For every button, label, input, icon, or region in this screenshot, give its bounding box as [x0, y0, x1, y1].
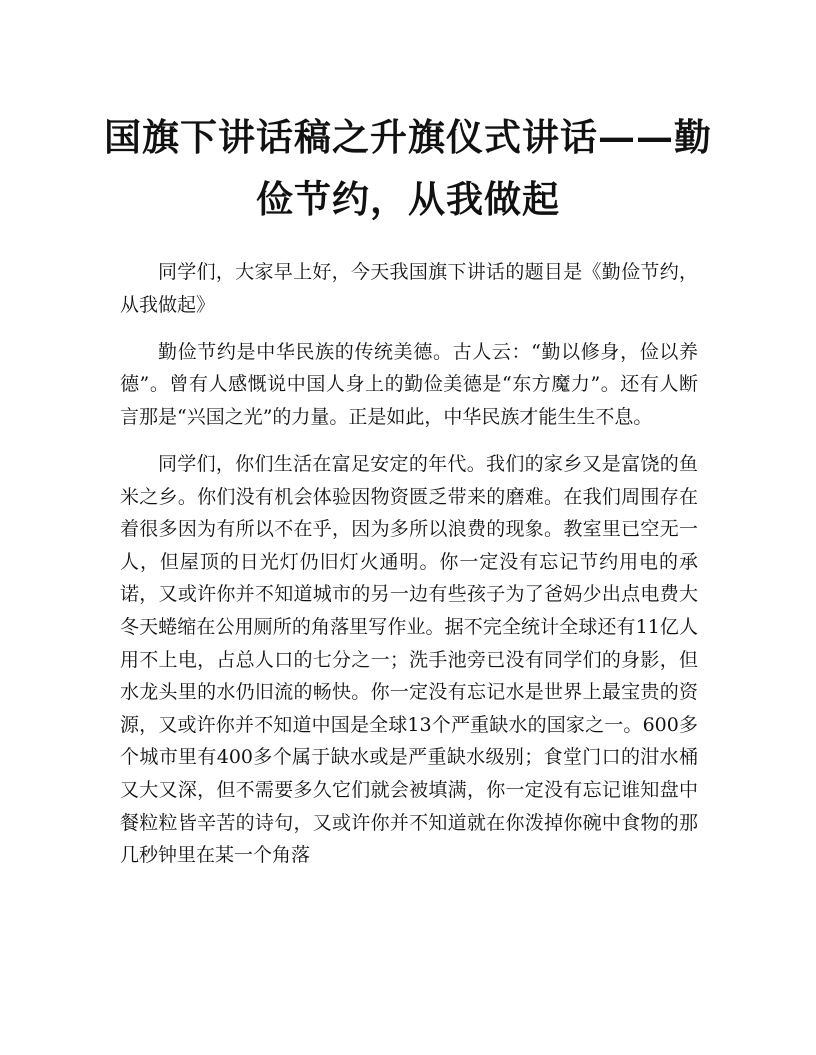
paragraph: 同学们，大家早上好，今天我国旗下讲话的题目是《勤俭节约，从我做起》 [120, 261, 698, 316]
paragraph: 同学们，你们生活在富足安定的年代。我们的家乡又是富饶的鱼米之乡。你们没有机会体验因物资匮乏带来的磨难。在我们周围存在着很多因为有所以不在乎，因为多所以浪费的现象。教室里已空无一人，但屋顶的日光灯仍旧灯火通明。你一定没有忘记节约用电的承诺，又或许你并不知道城市的另一边有些孩子为了爸妈少出点电费大冬天蜷缩在公用厕所的角落里写作业。据不完全统计全球还有11亿人用不上电，占总人口的七分之一；洗手池旁已没有同学们的身影，但水龙头里的水仍旧流的畅快。你一定没有忘记水是世界上最宝贵的资源，又或许你并不知道中国是全球13个严重缺水的国家之一。600多个城市里有400多个属于缺水或是严重缺水级别；食堂门口的泔水桶又大又深，但不需要多久它们就会被填满，你一定没有忘记谁知盘中餐粒粒皆辛苦的诗句，又或许你并不知道就在你泼掉你碗中食物的那几秒钟里在某一个角落 [120, 452, 698, 867]
document-body [120, 256, 698, 886]
document-title: 国旗下讲话稿之升旗仪式讲话——勤俭节约，从我做起 [104, 115, 712, 221]
paragraph: 勤俭节约是中华民族的传统美德。古人云：“勤以修身，俭以养德”。曾有人感慨说中国人身上的勤俭美德是“东方魔力”。还有人断言那是“兴国之光”的力量。正是如此，中华民族才能生生不息。 [120, 340, 698, 428]
